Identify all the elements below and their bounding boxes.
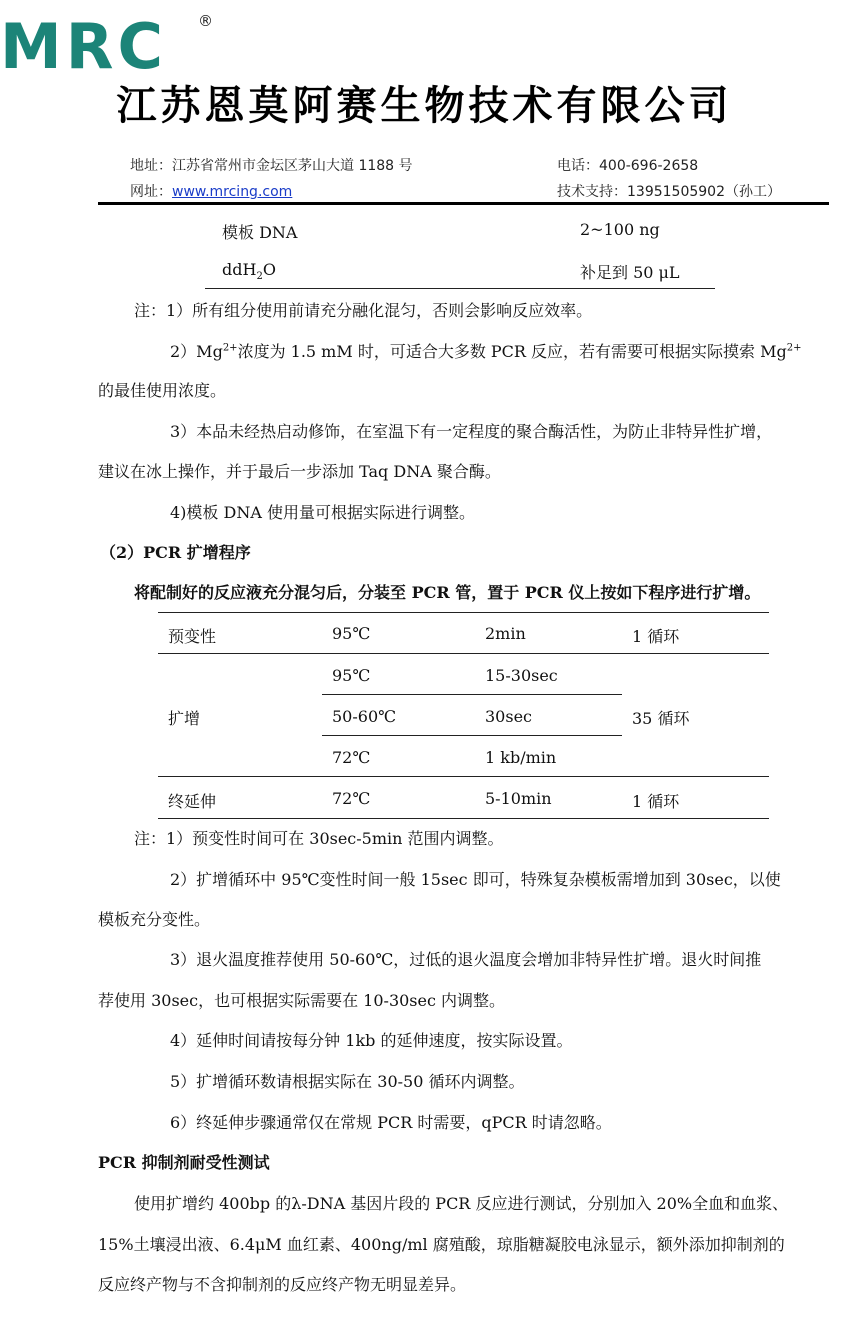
support-line — [557, 181, 781, 201]
component-table-bottom-rule — [205, 288, 715, 289]
time-denature: 2min — [485, 624, 526, 643]
ddh-text: ddH — [222, 260, 257, 279]
phone-value: 400-696-2658 — [599, 158, 699, 174]
note2-6: 6）终延伸步骤通常仅在常规 PCR 时需要，qPCR 时请忽略。 — [170, 1113, 612, 1132]
registered-mark: ® — [198, 12, 213, 30]
company-name: 江苏恩莫阿赛生物技术有限公司 — [116, 82, 733, 129]
inhibitor-title: PCR 抑制剂耐受性测试 — [98, 1153, 270, 1172]
cycles-denature: 1 循环 — [632, 627, 680, 646]
phone-line — [557, 155, 698, 175]
temp-amplify-extend: 72℃ — [332, 748, 371, 767]
support-label: 技术支持： — [557, 184, 627, 200]
program-table-bottom-rule — [158, 818, 769, 819]
temp-amplify-denature: 95℃ — [332, 666, 371, 685]
inhibitor-line-1: 使用扩增约 400bp 的λ-DNA 基因片段的 PCR 反应进行测试，分别加入 20%全血和血浆、 — [134, 1194, 789, 1213]
step-denature: 预变性 — [168, 627, 217, 646]
website-line — [130, 181, 292, 201]
phone-label: 电话： — [557, 158, 599, 174]
temp-final-extension: 72℃ — [332, 789, 371, 808]
program-row-rule-2 — [158, 776, 769, 777]
address-label: 地址： — [130, 158, 172, 174]
address-line — [130, 155, 413, 175]
program-table-top-rule — [158, 612, 769, 613]
note1-2-sup: 2+ — [222, 342, 238, 354]
time-final-extension: 5-10min — [485, 789, 552, 808]
temp-denature: 95℃ — [332, 624, 371, 643]
note1-2 — [170, 342, 802, 362]
note1-1: 注：1）所有组分使用前请充分融化混匀，否则会影响反应效率。 — [134, 301, 593, 320]
amount-template-dna: 2~100 ng — [580, 220, 660, 239]
note2-3a: 3）退火温度推荐使用 50-60℃，过低的退火温度会增加非特异性扩增。退火时间推 — [170, 950, 762, 969]
program-row-rule-1 — [158, 653, 769, 654]
logo-text: MRC — [0, 10, 167, 83]
note1-3a: 3）本品未经热启动修饰，在室温下有一定程度的聚合酶活性，为防止非特异性扩增， — [170, 422, 773, 441]
step-amplify: 扩增 — [168, 709, 201, 728]
website-link[interactable]: www.mrcing.com — [172, 184, 293, 200]
header-rule — [98, 202, 829, 205]
program-sub-rule-2 — [322, 735, 622, 736]
pcr-section-intro: 将配制好的反应液充分混匀后，分装至 PCR 管，置于 PCR 仪上按如下程序进行扩增。 — [134, 583, 761, 602]
ddh-subscript: 2 — [256, 271, 263, 283]
note2-3b: 荐使用 30sec，也可根据实际需要在 10-30sec 内调整。 — [98, 991, 506, 1010]
program-sub-rule-1 — [322, 694, 622, 695]
note2-2b: 模板充分变性。 — [98, 910, 211, 929]
amount-ddh2o: 补足到 50 μL — [580, 263, 680, 282]
time-amplify-denature: 15-30sec — [485, 666, 558, 685]
note1-4: 4)模板 DNA 使用量可根据实际进行调整。 — [170, 503, 475, 522]
component-template-dna: 模板 DNA — [222, 223, 298, 242]
ddh-o: O — [262, 260, 276, 279]
note2-4: 4）延伸时间请按每分钟 1kb 的延伸速度，按实际设置。 — [170, 1031, 573, 1050]
mrc-logo — [0, 4, 213, 83]
note1-3b: 建议在冰上操作，并于最后一步添加 Taq DNA 聚合酶。 — [98, 462, 501, 481]
note1-2b: 浓度为 1.5 mM 时，可适合大多数 PCR 反应，若有需要可根据实际摸索 Mg — [237, 342, 787, 361]
inhibitor-line-3: 反应终产物与不含抑制剂的反应终产物无明显差异。 — [98, 1275, 467, 1294]
step-final-extension: 终延伸 — [168, 792, 217, 811]
note2-5: 5）扩增循环数请根据实际在 30-50 循环内调整。 — [170, 1072, 525, 1091]
pcr-section-title: （2）PCR 扩增程序 — [100, 543, 251, 562]
time-amplify-extend: 1 kb/min — [485, 748, 557, 767]
component-ddh2o — [222, 260, 276, 283]
note2-1: 注：1）预变性时间可在 30sec-5min 范围内调整。 — [134, 829, 504, 848]
note1-2-sup2: 2+ — [786, 342, 802, 354]
temp-amplify-anneal: 50-60℃ — [332, 707, 397, 726]
inhibitor-line-2: 15%土壤浸出液、6.4μM 血红素、400ng/ml 腐殖酸，琼脂糖凝胶电泳显示，额外添加抑制剂的 — [98, 1235, 785, 1254]
cycles-amplify: 35 循环 — [632, 709, 690, 728]
note1-2c: 的最佳使用浓度。 — [98, 381, 227, 400]
note1-2a: 2）Mg — [170, 342, 223, 361]
support-value: 13951505902（孙工） — [627, 184, 781, 200]
time-amplify-anneal: 30sec — [485, 707, 532, 726]
note2-2a: 2）扩增循环中 95℃变性时间一般 15sec 即可，特殊复杂模板需增加到 30sec，以使 — [170, 870, 781, 889]
cycles-final-extension: 1 循环 — [632, 792, 680, 811]
website-label: 网址： — [130, 184, 172, 200]
address-value: 江苏省常州市金坛区茅山大道 1188 号 — [172, 158, 413, 174]
